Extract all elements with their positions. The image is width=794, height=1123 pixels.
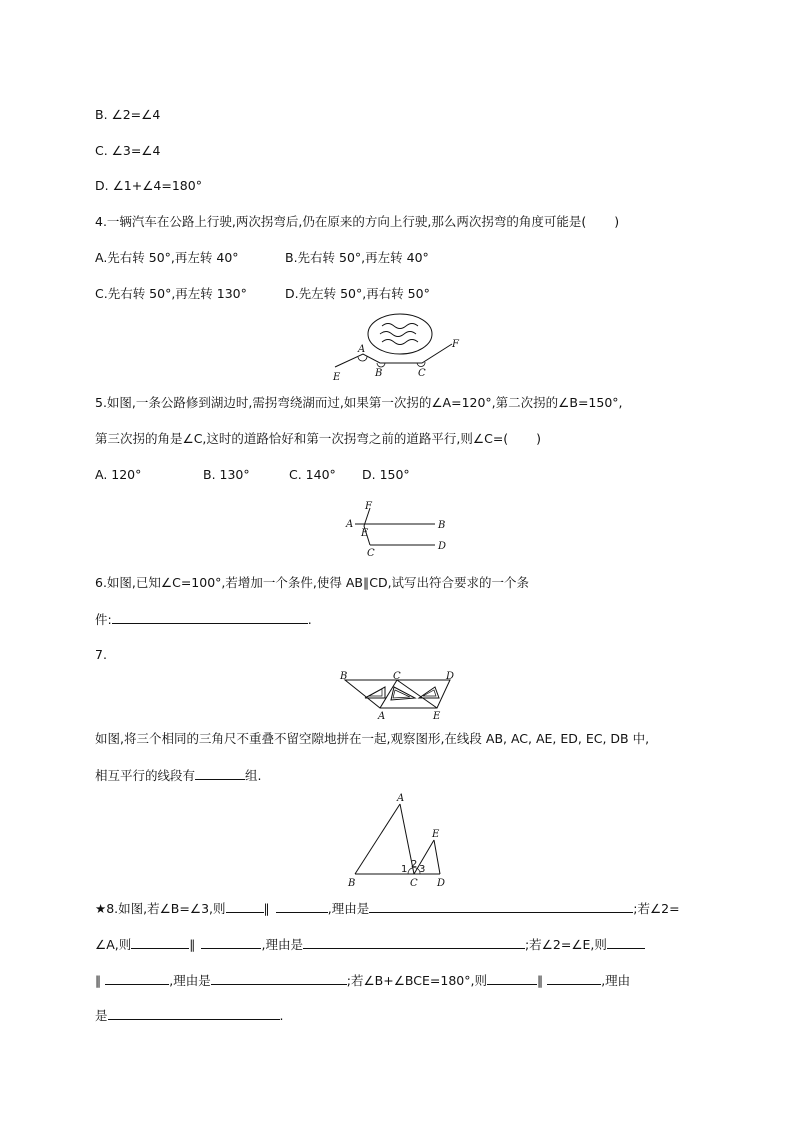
q4-option-d: D.先左转 50°,再右转 50°: [285, 286, 430, 301]
fig8-angle-3: 3: [419, 864, 426, 875]
fig8-label-a: A: [397, 793, 405, 804]
fig6-label-b: B: [438, 520, 446, 531]
figure-q5-lake-road: [330, 310, 465, 382]
figure-q6-parallel-lines: [340, 498, 455, 560]
q8-blank-1[interactable]: [226, 899, 264, 913]
q8-l2-a: ∠A,则: [95, 937, 132, 952]
q8-line3: [95, 971, 630, 990]
q8-l3-b: ,理由是: [169, 973, 211, 988]
q5-option-b: B. 130°: [203, 467, 250, 482]
q8-blank-11[interactable]: [547, 971, 601, 985]
fig6-label-e: E: [361, 528, 369, 539]
q8-blank-2[interactable]: [276, 899, 328, 913]
fig8-label-c: C: [410, 878, 418, 889]
q8-line2: [95, 935, 645, 954]
q8-l2-b: ,理由是: [261, 937, 303, 952]
q8-parallel-3: ∥: [95, 973, 102, 988]
q8-parallel-2: ∥: [189, 937, 196, 952]
q8-l1-b: ,理由是: [327, 901, 370, 916]
q8-parallel-1: ∥: [263, 901, 270, 916]
fig7-label-c: C: [393, 671, 401, 682]
fig6-label-f: F: [365, 501, 372, 512]
q8-parallel-4: ∥: [536, 973, 544, 988]
q4-option-c: C.先右转 50°,再左转 130°: [95, 286, 247, 301]
q5-close-paren: ): [536, 431, 542, 446]
figure-q7-three-triangles: [335, 670, 465, 722]
fig8-label-d: D: [437, 878, 446, 889]
fig5-label-e: E: [333, 372, 341, 382]
q8-blank-3[interactable]: [369, 899, 633, 913]
q8-l3-c: ;若∠B+∠BCE=180°,则: [346, 973, 487, 988]
q6-line2-suffix: .: [307, 612, 312, 627]
q6-line2: [95, 610, 312, 629]
fig6-label-c: C: [367, 548, 375, 559]
fig6-label-d: D: [438, 541, 447, 552]
fig7-label-d: D: [446, 671, 455, 682]
q5-line2-text: 第三次拐的角是∠C,这时的道路恰好和第一次拐弯之前的道路平行,则∠C=(: [95, 431, 509, 446]
q5-line2: [95, 430, 541, 448]
q4-option-b: B.先右转 50°,再左转 40°: [285, 250, 429, 265]
q4-options-row2: [95, 285, 430, 303]
q8-blank-8[interactable]: [105, 971, 169, 985]
q5-option-d: D. 150°: [362, 467, 410, 482]
q8-blank-5[interactable]: [201, 935, 261, 949]
q5-option-a: A. 120°: [95, 467, 142, 482]
fig5-label-f: F: [452, 339, 459, 350]
q7-answer-blank[interactable]: [195, 766, 245, 780]
q8-blank-4[interactable]: [131, 935, 189, 949]
fig8-label-b: B: [348, 878, 356, 889]
fig8-angle-2: 2: [411, 859, 418, 870]
fig6-label-a: A: [346, 519, 354, 530]
q8-l3-d: ,理由: [601, 973, 631, 988]
q8-line4: [95, 1006, 284, 1025]
q8-line1: [95, 899, 680, 918]
q7-line2: [95, 766, 262, 785]
fig5-label-b: B: [375, 368, 383, 379]
q8-l1-c: ;若∠2=: [633, 901, 680, 916]
q8-blank-12[interactable]: [108, 1006, 280, 1020]
q6-line2-prefix: 件:: [95, 612, 112, 627]
fig8-label-e: E: [432, 829, 440, 840]
q8-l4-a: 是: [95, 1008, 108, 1023]
q8-l4-b: .: [279, 1008, 284, 1023]
fig5-label-c: C: [418, 368, 426, 379]
fig7-label-a: A: [378, 711, 386, 722]
figure-q8-triangles: [340, 790, 460, 890]
q8-blank-7[interactable]: [607, 935, 645, 949]
q5-line1: 5.如图,一条公路修到湖边时,需拐弯绕湖而过,如果第一次拐的∠A=120°,第二次拐的∠B=150°,: [95, 395, 623, 410]
q8-l1-a: ★8.如图,若∠B=∠3,则: [95, 901, 226, 916]
q6-line1: 6.如图,已知∠C=100°,若增加一个条件,使得 AB∥CD,试写出符合要求的一个条: [95, 575, 530, 590]
option-d-prev: D. ∠1+∠4=180°: [95, 178, 202, 193]
fig7-label-b: B: [340, 671, 348, 682]
q4-stem-text: 4.一辆汽车在公路上行驶,两次拐弯后,仍在原来的方向上行驶,那么两次拐弯的角度可能是(: [95, 214, 587, 229]
q6-answer-blank[interactable]: [112, 610, 308, 624]
q4-options-row1: [95, 249, 429, 267]
option-b-prev: B. ∠2=∠4: [95, 107, 161, 122]
q8-l2-c: ;若∠2=∠E,则: [524, 937, 607, 952]
fig5-label-a: A: [358, 344, 366, 355]
q7-line2-prefix: 相互平行的线段有: [95, 768, 196, 783]
fig7-label-e: E: [433, 711, 441, 722]
q5-options: [95, 466, 410, 484]
q8-blank-6[interactable]: [303, 935, 525, 949]
q8-blank-9[interactable]: [211, 971, 347, 985]
q7-number: 7.: [95, 647, 107, 662]
q4-option-a: A.先右转 50°,再左转 40°: [95, 250, 239, 265]
q4-stem: [95, 213, 619, 231]
q7-line1: 如图,将三个相同的三角尺不重叠不留空隙地拼在一起,观察图形,在线段 AB, AC, AE, ED, EC, DB 中,: [95, 731, 650, 746]
q8-blank-10[interactable]: [487, 971, 537, 985]
option-c-prev: C. ∠3=∠4: [95, 143, 161, 158]
q4-close-paren: ): [614, 214, 620, 229]
fig8-angle-1: 1: [401, 864, 408, 875]
q7-line2-suffix: 组.: [245, 768, 262, 783]
q5-option-c: C. 140°: [289, 467, 336, 482]
